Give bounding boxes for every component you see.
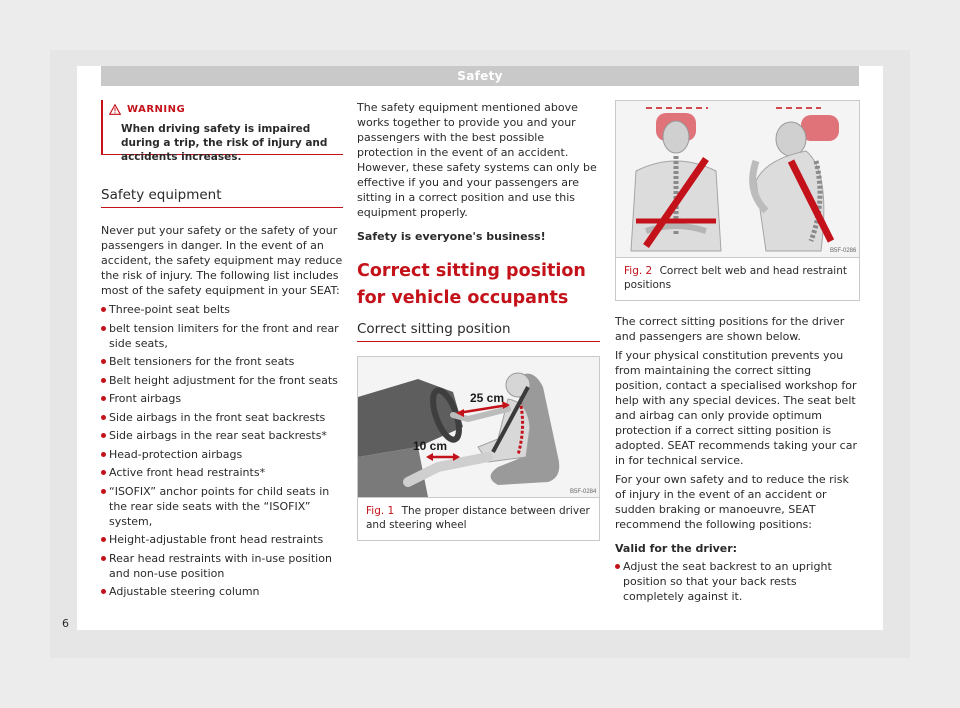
figure-2 <box>615 100 860 301</box>
section-title-safety-equipment: Safety equipment <box>101 188 343 208</box>
list-item: Height-adjustable front head restraints <box>101 532 343 547</box>
label-10cm: 10 cm <box>413 439 448 453</box>
list-item: Adjustable steering column <box>101 584 343 599</box>
figure-1-number: Fig. 1 <box>366 505 395 517</box>
list-item: “ISOFIX” anchor points for child seats in the rear side seats with the “ISOFIX” system, <box>101 484 343 529</box>
figure-code: B5F-0284 <box>570 489 597 495</box>
list-item: Adjust the seat backrest to an upright position so that your back rests completely against it. <box>615 559 860 604</box>
label-25cm: 25 cm <box>470 391 505 405</box>
valid-for-driver-label: Valid for the driver: <box>615 542 738 555</box>
figure-2-caption-text: Correct belt web and head restraint positions <box>624 265 847 291</box>
safety-slogan: Safety is everyone's business! <box>357 230 546 243</box>
list-item: Front airbags <box>101 391 343 406</box>
section-title-sitting-position: Correct sitting position for vehicle occupants <box>357 261 586 308</box>
safety-equipment-intro: Never put your safety or the safety of your passengers in danger. In the event of an accident, the safety equipment may reduce the risk of injury. The following list includes most of the safety equipment in your SEAT: <box>101 224 343 297</box>
list-item: Head-protection airbags <box>101 447 343 462</box>
safety-equipment-paragraph: The safety equipment mentioned above works together to provide you and your passengers with the best possible protection in the event of an accident. However, these safety systems can only be effective if you and your passengers are sitting in a correct position and use this equipment properly. <box>357 101 597 219</box>
figure-1-caption-text: The proper distance between driver and steering wheel <box>366 505 590 531</box>
sitting-intro-paragraph: The correct sitting positions for the driver and passengers are shown below. <box>615 315 845 343</box>
list-item: Belt height adjustment for the front seats <box>101 373 343 388</box>
list-item: Side airbags in the front seat backrests <box>101 410 343 425</box>
page-number: 6 <box>62 617 69 630</box>
safety-equipment-list <box>101 302 343 599</box>
page-header: Safety <box>101 66 859 86</box>
list-item: Rear head restraints with in-use position and non-use position <box>101 551 343 581</box>
driver-distance-illustration <box>358 357 599 497</box>
warning-text: When driving safety is impaired during a trip, the risk of injury and accidents increases. <box>121 123 328 163</box>
column-left <box>101 100 343 603</box>
own-safety-paragraph: For your own safety and to reduce the risk of injury in the event of an accident or sudden braking or manoeuvre, SEAT recommend the following positions: <box>615 473 849 531</box>
warning-box <box>101 100 343 163</box>
figure-code: B5F-0286 <box>830 248 857 254</box>
belt-headrest-illustration <box>616 101 859 257</box>
figure-1-caption <box>358 497 599 540</box>
warning-heading <box>103 102 343 116</box>
list-item: Side airbags in the rear seat backrests* <box>101 428 343 443</box>
list-item: Belt tensioners for the front seats <box>101 354 343 369</box>
physical-constitution-paragraph: If your physical constitution prevents you from maintaining the correct sitting position, contact a specialised workshop for help with any special devices. The seat belt and airbag can only provide optimum protection if a correct sitting position is adopted. SEAT recommends taking your car in for technical service. <box>615 349 857 467</box>
subsection-title-correct-sitting: Correct sitting position <box>357 322 600 342</box>
warning-icon <box>109 104 121 115</box>
driver-position-list <box>615 559 860 604</box>
column-right <box>615 100 860 608</box>
warning-label: WARNING <box>127 103 186 115</box>
list-item: Three-point seat belts <box>101 302 343 317</box>
column-middle <box>357 100 600 541</box>
list-item: Active front head restraints* <box>101 465 343 480</box>
figure-2-caption <box>616 257 859 300</box>
list-item: belt tension limiters for the front and rear side seats, <box>101 321 343 351</box>
figure-2-number: Fig. 2 <box>624 265 653 277</box>
figure-1 <box>357 356 600 541</box>
